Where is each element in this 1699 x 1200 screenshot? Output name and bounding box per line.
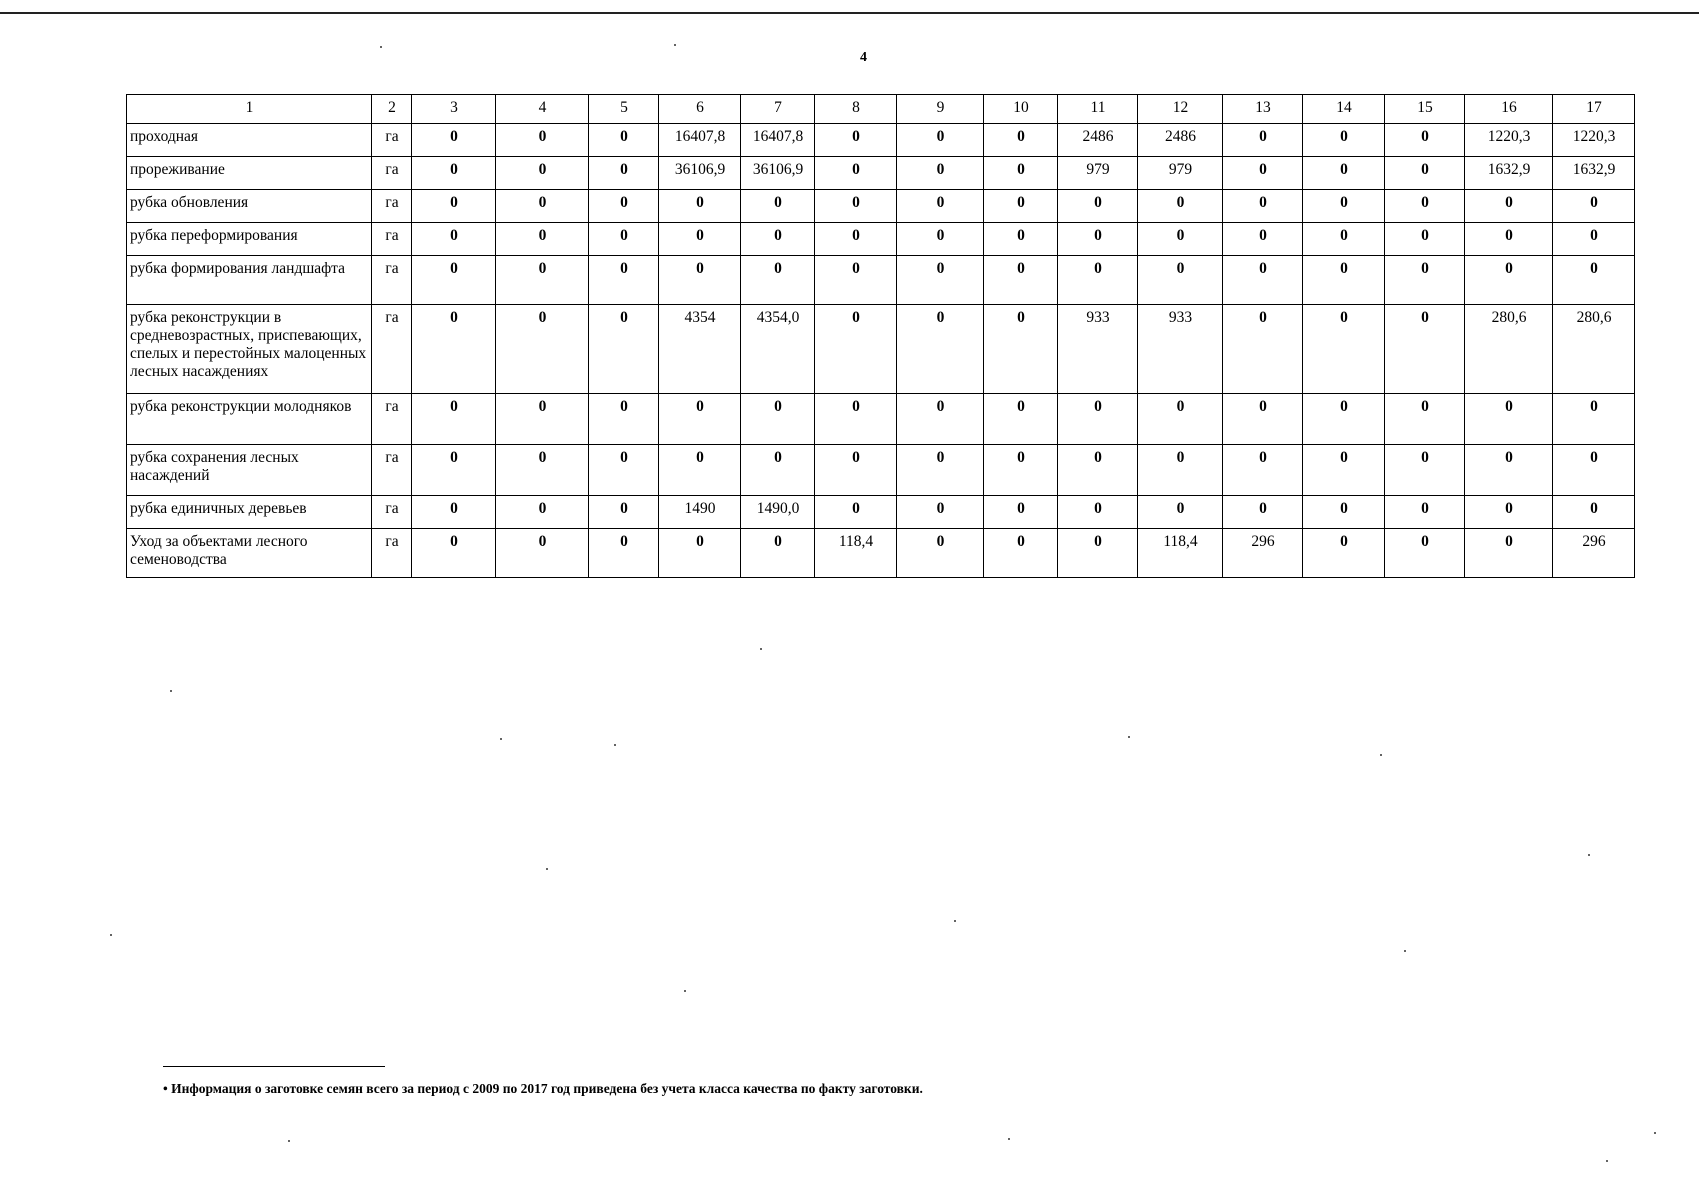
value-cell: 0: [1385, 256, 1465, 305]
value-cell: 0: [741, 190, 815, 223]
value-cell: 0: [1385, 496, 1465, 529]
header-cell: 14: [1303, 95, 1385, 124]
value-cell: 0: [659, 394, 741, 445]
value-cell: 0: [984, 157, 1058, 190]
row-unit-cell: га: [372, 124, 412, 157]
value-cell: 0: [1465, 445, 1553, 496]
value-cell: 0: [897, 124, 984, 157]
header-cell: 2: [372, 95, 412, 124]
header-cell: 4: [496, 95, 589, 124]
value-cell: 0: [1303, 529, 1385, 578]
value-cell: 0: [897, 529, 984, 578]
value-cell: 0: [496, 496, 589, 529]
value-cell: 0: [1385, 529, 1465, 578]
value-cell: 0: [1303, 190, 1385, 223]
value-cell: 0: [1385, 190, 1465, 223]
value-cell: 0: [589, 496, 659, 529]
value-cell: 0: [897, 190, 984, 223]
value-cell: 0: [1553, 223, 1635, 256]
forest-data-table: [126, 94, 1635, 578]
value-cell: 0: [412, 496, 496, 529]
header-cell: 17: [1553, 95, 1635, 124]
value-cell: 1490: [659, 496, 741, 529]
value-cell: 296: [1553, 529, 1635, 578]
scan-speck: [380, 46, 382, 48]
value-cell: 2486: [1058, 124, 1138, 157]
scan-speck: [674, 44, 676, 46]
value-cell: 0: [659, 529, 741, 578]
value-cell: 0: [1223, 496, 1303, 529]
value-cell: 0: [1553, 496, 1635, 529]
value-cell: 0: [815, 256, 897, 305]
row-name-cell: рубка обновления: [127, 190, 372, 223]
scan-speck: [546, 868, 548, 870]
scan-speck: [684, 990, 686, 992]
value-cell: 0: [1223, 190, 1303, 223]
value-cell: 933: [1138, 305, 1223, 394]
value-cell: 0: [815, 157, 897, 190]
value-cell: 0: [589, 157, 659, 190]
row-unit-cell: га: [372, 445, 412, 496]
value-cell: 0: [741, 445, 815, 496]
value-cell: 0: [1465, 256, 1553, 305]
row-unit-cell: га: [372, 496, 412, 529]
value-cell: 979: [1058, 157, 1138, 190]
value-cell: 0: [659, 256, 741, 305]
value-cell: 0: [412, 305, 496, 394]
value-cell: 0: [1303, 445, 1385, 496]
value-cell: 0: [1465, 529, 1553, 578]
value-cell: 0: [1223, 445, 1303, 496]
table-row: [127, 256, 1635, 305]
value-cell: 0: [1223, 223, 1303, 256]
value-cell: 0: [412, 445, 496, 496]
row-name-cell: рубка формирования ландшафта: [127, 256, 372, 305]
row-unit-cell: га: [372, 157, 412, 190]
value-cell: 0: [984, 305, 1058, 394]
value-cell: 4354,0: [741, 305, 815, 394]
value-cell: 296: [1223, 529, 1303, 578]
value-cell: 0: [1385, 223, 1465, 256]
scan-speck: [1008, 1138, 1010, 1140]
value-cell: 0: [589, 445, 659, 496]
value-cell: 0: [815, 305, 897, 394]
value-cell: 280,6: [1465, 305, 1553, 394]
value-cell: 0: [815, 496, 897, 529]
scan-speck: [1380, 754, 1382, 756]
header-cell: 9: [897, 95, 984, 124]
header-cell: 6: [659, 95, 741, 124]
value-cell: 0: [1138, 223, 1223, 256]
row-unit-cell: га: [372, 190, 412, 223]
row-unit-cell: га: [372, 256, 412, 305]
scan-speck: [500, 738, 502, 740]
scan-speck: [954, 920, 956, 922]
value-cell: 0: [984, 445, 1058, 496]
value-cell: 0: [1058, 394, 1138, 445]
value-cell: 0: [589, 223, 659, 256]
header-cell: 5: [589, 95, 659, 124]
value-cell: 0: [1058, 223, 1138, 256]
value-cell: 0: [1553, 256, 1635, 305]
header-cell: 1: [127, 95, 372, 124]
value-cell: 280,6: [1553, 305, 1635, 394]
page-number: 4: [860, 50, 867, 65]
value-cell: 0: [1138, 445, 1223, 496]
value-cell: 0: [496, 223, 589, 256]
value-cell: 1632,9: [1465, 157, 1553, 190]
value-cell: 0: [984, 529, 1058, 578]
value-cell: 0: [496, 529, 589, 578]
value-cell: 0: [659, 190, 741, 223]
row-name-cell: рубка единичных деревьев: [127, 496, 372, 529]
value-cell: 0: [1223, 305, 1303, 394]
value-cell: 0: [1138, 256, 1223, 305]
value-cell: 1490,0: [741, 496, 815, 529]
value-cell: 0: [496, 190, 589, 223]
value-cell: 0: [1385, 394, 1465, 445]
scan-speck: [1404, 950, 1406, 952]
value-cell: 0: [1303, 157, 1385, 190]
value-cell: 0: [984, 124, 1058, 157]
value-cell: 0: [496, 124, 589, 157]
value-cell: 979: [1138, 157, 1223, 190]
value-cell: 0: [897, 394, 984, 445]
value-cell: 0: [815, 124, 897, 157]
value-cell: 0: [1058, 529, 1138, 578]
row-unit-cell: га: [372, 529, 412, 578]
value-cell: 0: [1553, 445, 1635, 496]
value-cell: 0: [815, 223, 897, 256]
row-name-cell: Уход за объектами лесного семеноводства: [127, 529, 372, 578]
value-cell: 36106,9: [659, 157, 741, 190]
table-row: [127, 529, 1635, 578]
header-cell: 3: [412, 95, 496, 124]
value-cell: 36106,9: [741, 157, 815, 190]
value-cell: 0: [1385, 445, 1465, 496]
value-cell: 0: [1303, 124, 1385, 157]
value-cell: 0: [1465, 223, 1553, 256]
header-cell: 8: [815, 95, 897, 124]
value-cell: 16407,8: [659, 124, 741, 157]
value-cell: 118,4: [815, 529, 897, 578]
value-cell: 0: [1058, 256, 1138, 305]
table-row: [127, 223, 1635, 256]
value-cell: 0: [1465, 394, 1553, 445]
table-row: [127, 157, 1635, 190]
table-body: [127, 124, 1635, 578]
table-row: [127, 496, 1635, 529]
scan-speck: [1588, 854, 1590, 856]
value-cell: 0: [1223, 256, 1303, 305]
value-cell: 0: [1058, 190, 1138, 223]
value-cell: 0: [1385, 157, 1465, 190]
value-cell: 4354: [659, 305, 741, 394]
value-cell: 0: [1223, 394, 1303, 445]
value-cell: 0: [412, 529, 496, 578]
scan-speck: [1654, 1132, 1656, 1134]
value-cell: 16407,8: [741, 124, 815, 157]
value-cell: 0: [815, 445, 897, 496]
value-cell: 0: [897, 223, 984, 256]
header-cell: 11: [1058, 95, 1138, 124]
scan-speck: [110, 934, 112, 936]
value-cell: 0: [1385, 305, 1465, 394]
value-cell: 0: [1058, 445, 1138, 496]
row-unit-cell: га: [372, 394, 412, 445]
value-cell: 0: [496, 394, 589, 445]
row-unit-cell: га: [372, 223, 412, 256]
value-cell: 0: [1303, 223, 1385, 256]
table-row: [127, 305, 1635, 394]
value-cell: 0: [1303, 394, 1385, 445]
value-cell: 0: [1138, 496, 1223, 529]
scan-speck: [170, 690, 172, 692]
value-cell: 0: [1138, 394, 1223, 445]
value-cell: 0: [1553, 190, 1635, 223]
header-cell: 13: [1223, 95, 1303, 124]
row-name-cell: рубка реконструкции в средневозрастных, приспевающих, спелых и перестойных малоценных лесных насаждениях: [127, 305, 372, 394]
value-cell: 0: [589, 190, 659, 223]
value-cell: 0: [897, 256, 984, 305]
scan-speck: [614, 744, 616, 746]
value-cell: 0: [1058, 496, 1138, 529]
value-cell: 0: [815, 190, 897, 223]
value-cell: 1220,3: [1465, 124, 1553, 157]
value-cell: 0: [1385, 124, 1465, 157]
value-cell: 0: [741, 223, 815, 256]
row-name-cell: рубка сохранения лесных насаждений: [127, 445, 372, 496]
value-cell: 0: [984, 190, 1058, 223]
header-cell: 16: [1465, 95, 1553, 124]
value-cell: 0: [496, 256, 589, 305]
value-cell: 0: [1303, 496, 1385, 529]
value-cell: 0: [815, 394, 897, 445]
value-cell: 1632,9: [1553, 157, 1635, 190]
value-cell: 0: [496, 157, 589, 190]
value-cell: 0: [1303, 256, 1385, 305]
value-cell: 0: [897, 496, 984, 529]
value-cell: 0: [1553, 394, 1635, 445]
table-row: [127, 394, 1635, 445]
value-cell: 0: [659, 223, 741, 256]
value-cell: 0: [1138, 190, 1223, 223]
row-unit-cell: га: [372, 305, 412, 394]
value-cell: 0: [589, 124, 659, 157]
value-cell: 0: [1465, 496, 1553, 529]
value-cell: 0: [412, 394, 496, 445]
value-cell: 0: [412, 190, 496, 223]
footnote-divider: [163, 1066, 385, 1067]
value-cell: 0: [984, 496, 1058, 529]
value-cell: 0: [1223, 157, 1303, 190]
value-cell: 0: [741, 256, 815, 305]
value-cell: 0: [496, 305, 589, 394]
value-cell: 0: [412, 256, 496, 305]
value-cell: 0: [589, 256, 659, 305]
value-cell: 0: [984, 394, 1058, 445]
value-cell: 1220,3: [1553, 124, 1635, 157]
row-name-cell: проходная: [127, 124, 372, 157]
scan-speck: [288, 1140, 290, 1142]
header-cell: 15: [1385, 95, 1465, 124]
value-cell: 0: [741, 529, 815, 578]
scan-speck: [760, 648, 762, 650]
value-cell: 0: [589, 529, 659, 578]
value-cell: 0: [897, 305, 984, 394]
header-cell: 7: [741, 95, 815, 124]
value-cell: 0: [589, 394, 659, 445]
scan-speck: [1606, 1160, 1608, 1162]
header-cell: 10: [984, 95, 1058, 124]
value-cell: 0: [984, 256, 1058, 305]
value-cell: 2486: [1138, 124, 1223, 157]
value-cell: 0: [412, 124, 496, 157]
row-name-cell: рубка переформирования: [127, 223, 372, 256]
table-row: [127, 124, 1635, 157]
value-cell: 0: [1223, 124, 1303, 157]
row-name-cell: прореживание: [127, 157, 372, 190]
value-cell: 0: [589, 305, 659, 394]
table-row: [127, 445, 1635, 496]
value-cell: 0: [412, 157, 496, 190]
value-cell: 0: [412, 223, 496, 256]
value-cell: 0: [741, 394, 815, 445]
table-row: [127, 190, 1635, 223]
value-cell: 118,4: [1138, 529, 1223, 578]
value-cell: 0: [897, 445, 984, 496]
header-cell: 12: [1138, 95, 1223, 124]
footnote: • Информация о заготовке семян всего за период с 2009 по 2017 год приведена без учета класса качества по факту заготовки.: [163, 1081, 923, 1096]
value-cell: 0: [496, 445, 589, 496]
value-cell: 0: [1465, 190, 1553, 223]
value-cell: 0: [1303, 305, 1385, 394]
value-cell: 0: [897, 157, 984, 190]
row-name-cell: рубка реконструкции молодняков: [127, 394, 372, 445]
value-cell: 933: [1058, 305, 1138, 394]
value-cell: 0: [984, 223, 1058, 256]
table-header-row: [127, 95, 1635, 124]
scan-speck: [1128, 736, 1130, 738]
value-cell: 0: [659, 445, 741, 496]
scan-top-edge: [0, 12, 1699, 14]
